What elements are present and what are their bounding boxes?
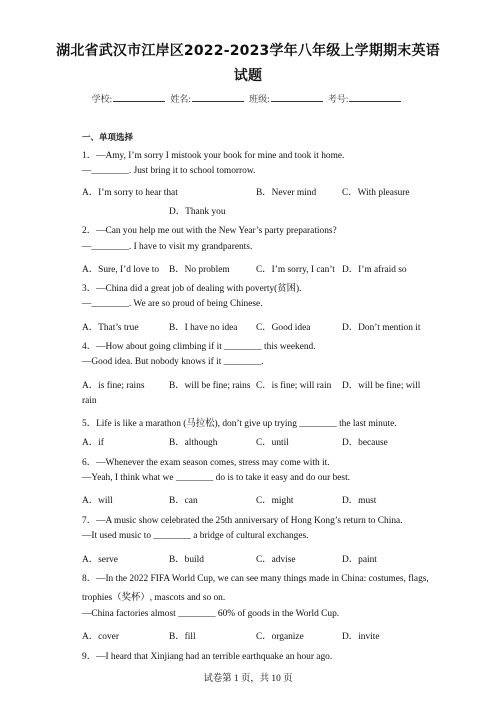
question-4: 4．—How about going climbing if it ________ this weekend. (82, 342, 316, 352)
q4-option-c[interactable]: C．is fine; will rain (256, 381, 332, 391)
q5-option-c[interactable]: C．until (256, 438, 289, 448)
name-blank[interactable] (192, 93, 244, 102)
q4-option-d[interactable]: D．will be fine; will (342, 381, 421, 391)
question-4-reply: —Good idea. But nobody knows if it ________. (82, 357, 264, 367)
page-title-line2: 试题 (233, 68, 263, 84)
class-blank[interactable] (271, 93, 323, 102)
question-8-reply: —China factories almost ________ 60% of goods in the World Cup. (82, 609, 340, 619)
q5-option-d[interactable]: D．because (342, 438, 388, 448)
q3-option-b[interactable]: B．I have no idea (169, 323, 238, 333)
q1-option-a[interactable]: A．I’m sorry to hear that (82, 188, 178, 198)
question-2: 2．—Can you help me out with the New Year’s party preparations? (82, 226, 337, 236)
question-3: 3．—China did a great job of dealing with poverty(贫困). (82, 284, 302, 294)
question-7: 7．—A music show celebrated the 25th anniversary of Hong Kong’s return to China. (82, 516, 403, 526)
question-2-reply: —________. I have to visit my grandparents. (82, 242, 253, 252)
q4-option-d-continued: rain (82, 396, 97, 406)
page-footer: 试卷第 1 页，共 10 页 (203, 674, 293, 684)
q5-option-a[interactable]: A．if (82, 438, 104, 448)
q8-option-c[interactable]: C．organize (256, 632, 304, 642)
q3-option-d[interactable]: D．Don’t mention it (342, 323, 421, 333)
q6-option-a[interactable]: A．will (82, 496, 113, 506)
q7-option-b[interactable]: B．build (169, 555, 204, 565)
q6-option-c[interactable]: C．might (256, 496, 294, 506)
q1-option-b[interactable]: B．Never mind (256, 188, 317, 198)
name-label: 姓名: (170, 94, 191, 104)
q4-option-a[interactable]: A．is fine; rains (82, 381, 145, 391)
question-1: 1．—Amy, I’m sorry I mistook your book for mine and took it home. (82, 151, 345, 161)
q8-option-b[interactable]: B．fill (169, 632, 196, 642)
exam-number-blank[interactable] (349, 93, 401, 102)
q2-option-b[interactable]: B．No problem (169, 265, 230, 275)
school-blank[interactable] (113, 93, 165, 102)
question-6: 6．—Whenever the exam season comes, stress may come with it. (82, 458, 330, 468)
page-title-line1: 湖北省武汉市江岸区2022-2023学年八年级上学期期末英语 (56, 43, 440, 59)
question-1-reply: —________. Just bring it to school tomorrow. (82, 166, 256, 176)
q7-option-d[interactable]: D．paint (342, 555, 377, 565)
q3-option-a[interactable]: A．That’s true (82, 323, 139, 333)
question-7-reply: —It used music to ________ a bridge of cultural exchanges. (82, 531, 309, 541)
q6-option-b[interactable]: B．can (169, 496, 198, 506)
q7-option-c[interactable]: C．advise (256, 555, 296, 565)
section-title: 一、单项选择 (82, 133, 134, 143)
q2-option-c[interactable]: C．I’m sorry, I can’t (256, 265, 335, 275)
q1-option-c[interactable]: C．With pleasure (342, 188, 410, 198)
q2-option-a[interactable]: A．Sure, I’d love to (82, 265, 160, 275)
question-3-reply: —________. We are so proud of being Chinese. (82, 299, 263, 309)
question-8-continued: trophies（奖杯）, mascots and so on. (82, 593, 226, 603)
class-label: 班级: (249, 94, 270, 104)
q2-option-d[interactable]: D．I’m afraid so (342, 265, 407, 275)
q8-option-a[interactable]: A．cover (82, 632, 119, 642)
q7-option-a[interactable]: A．serve (82, 555, 118, 565)
exam-number-label: 考号: (327, 94, 349, 104)
question-9: 9．—I heard that Xinjiang had an terrible earthquake an hour ago. (82, 652, 333, 662)
q6-option-d[interactable]: D．must (342, 496, 377, 506)
q8-option-d[interactable]: D．invite (342, 632, 380, 642)
question-8: 8．—In the 2022 FIFA World Cup, we can see many things made in China: costumes, flags, (82, 574, 429, 584)
question-5: 5．Life is like a marathon (马拉松), don’t give up trying ________ the last minute. (82, 419, 397, 429)
q1-option-d[interactable]: D．Thank you (169, 207, 226, 217)
q5-option-b[interactable]: B．although (169, 438, 218, 448)
question-6-reply: —Yeah, I think what we ________ do is to take it easy and do our best. (82, 473, 351, 483)
q4-option-b[interactable]: B．will be fine; rains (169, 381, 251, 391)
q3-option-c[interactable]: C．Good idea (256, 323, 311, 333)
school-label: 学校: (91, 94, 113, 104)
student-info-row (0, 92, 496, 105)
